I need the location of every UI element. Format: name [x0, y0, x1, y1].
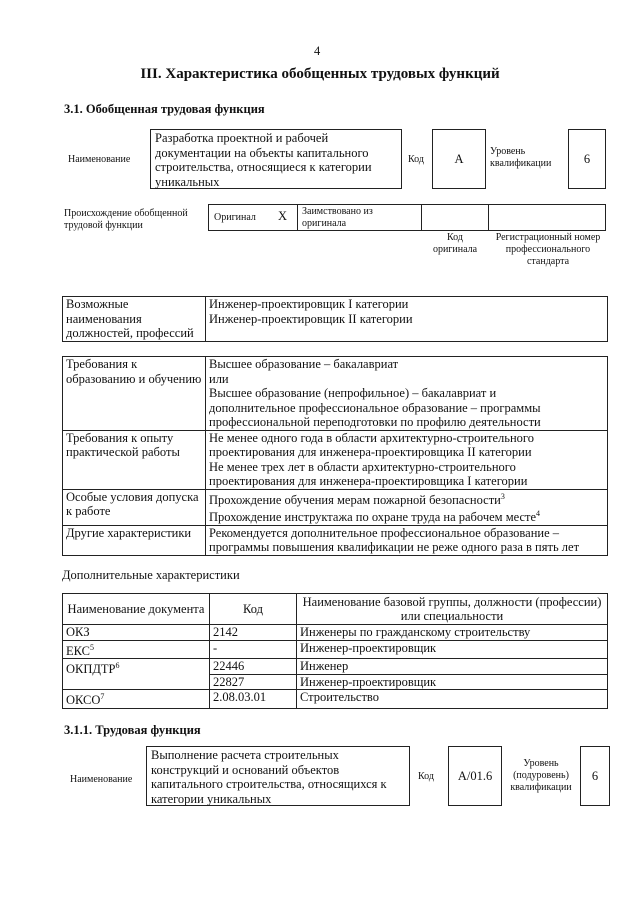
doc-group: Инженер-проектировщик — [297, 674, 608, 690]
doc-code: 2.08.03.01 — [210, 690, 297, 709]
gtf-level: 6 — [568, 129, 606, 189]
req-line: Высшее образование (непрофильное) – бакалавриат и — [209, 386, 497, 400]
tf-name-label: Наименование — [70, 774, 133, 785]
additional-table — [62, 593, 608, 709]
tf-name: Выполнение расчета строительных конструкций и оснований объектов капитального строительства, относящихся к категории уникальных — [151, 748, 387, 806]
req-experience-values — [206, 430, 608, 489]
doc-code: 2142 — [210, 625, 297, 641]
header-code: Код — [210, 594, 297, 625]
footnote-ref: 6 — [115, 661, 120, 671]
tf-level: 6 — [580, 746, 610, 806]
req-special-values — [206, 489, 608, 525]
footnote-ref: 3 — [500, 491, 505, 501]
req-line: дополнительное профессиональное образование – программы — [209, 400, 541, 415]
doc-group: Инженеры по гражданскому строительству — [297, 625, 608, 641]
position-item: Инженер-проектировщик I категории — [209, 297, 409, 311]
origin-borrowed: Заимствовано из оригинала — [302, 206, 373, 229]
footnote-ref: 5 — [90, 642, 94, 652]
tf-code: A/01.6 — [448, 746, 502, 806]
doc-group: Строительство — [297, 690, 608, 709]
positions-label: Возможные наименования должностей, профессий — [63, 297, 206, 342]
doc-name: ЕКС — [66, 643, 90, 658]
position-item: Инженер-проектировщик II категории — [209, 311, 413, 326]
req-education-values — [206, 357, 608, 431]
doc-group: Инженер — [297, 659, 608, 675]
section-title: III. Характеристика обобщенных трудовых функций — [140, 66, 500, 82]
req-other-label: Другие характеристики — [63, 525, 206, 555]
doc-code: 22827 — [210, 674, 297, 690]
table-row — [63, 625, 608, 641]
origin-label: Происхождение обобщенной трудовой функции — [64, 208, 188, 231]
req-line: проектирования для инженера-проектировщика II категории — [209, 445, 532, 459]
positions-table — [62, 296, 608, 342]
origin-code-label: Код оригинала — [432, 232, 478, 255]
tf-title: 3.1.1. Трудовая функция — [64, 723, 201, 737]
table-row — [63, 659, 608, 675]
req-line: Не менее одного года в области архитектурно-строительного — [209, 430, 534, 445]
req-line: Не менее трех лет в области архитектурно-строительного — [209, 459, 516, 474]
footnote-ref: 4 — [536, 509, 541, 519]
origin-original: Оригинал — [214, 212, 256, 223]
requirements-table — [62, 356, 608, 556]
additional-title: Дополнительные характеристики — [62, 568, 240, 582]
doc-name: ОКПДТР — [66, 662, 116, 677]
req-line: Прохождение обучения мерам пожарной безопасности$^3$ — [209, 491, 505, 507]
doc-code: 22446 — [210, 659, 297, 675]
gtf-code: A — [432, 129, 486, 189]
footnote-ref: 7 — [100, 692, 105, 702]
origin-mark: X — [278, 209, 288, 223]
req-line: Прохождение инструктажа по охране труда на рабочем месте$^4$ — [209, 509, 541, 525]
doc-name: ОКСО — [66, 693, 101, 708]
gtf-name-label: Наименование — [68, 154, 131, 165]
gtf-level-label: Уровень квалификации — [490, 146, 552, 169]
tf-code-label: Код — [418, 771, 434, 782]
doc-name: ОКЗ — [66, 625, 90, 639]
doc-group: Инженер-проектировщик — [297, 640, 608, 659]
header-doc: Наименование документа — [63, 594, 210, 625]
req-line: или — [209, 371, 229, 386]
gtf-code-label: Код — [408, 154, 424, 165]
header-name: Наименование базовой группы, должности (профессии) или специальности — [297, 594, 608, 625]
req-line: Высшее образование – бакалавриат — [209, 357, 399, 371]
req-special-label: Особые условия допуска к работе — [63, 489, 206, 525]
table-row — [63, 690, 608, 709]
function-title: 3.1. Обобщенная трудовая функция — [64, 102, 265, 116]
req-education-label: Требования к образованию и обучению — [63, 357, 206, 431]
gtf-name-box — [150, 129, 402, 189]
positions-values — [206, 297, 608, 342]
req-line: программы повышения квалификации не реже одного раза в пять лет — [209, 540, 580, 555]
req-line: проектирования для инженера-проектировщика I категории — [209, 474, 528, 488]
gtf-name: Разработка проектной и рабочей документации на объекты капитального строительства, относящиеся к категории уникальных — [155, 131, 372, 189]
req-line: профессиональной переподготовки по профилю деятельности — [209, 415, 541, 429]
req-experience-label: Требования к опыту практической работы — [63, 430, 206, 489]
tf-name-box — [146, 746, 410, 806]
table-row — [63, 640, 608, 659]
req-other-values — [206, 525, 608, 555]
tf-level-label: Уровень (подуровень) квалификации — [510, 758, 572, 793]
origin-reg-label: Регистрационный номер профессионального стандарта — [495, 232, 601, 267]
req-line: Рекомендуется дополнительное профессиональное образование – — [209, 525, 560, 540]
doc-code: - — [210, 640, 297, 659]
page-number: 4 — [314, 44, 321, 58]
